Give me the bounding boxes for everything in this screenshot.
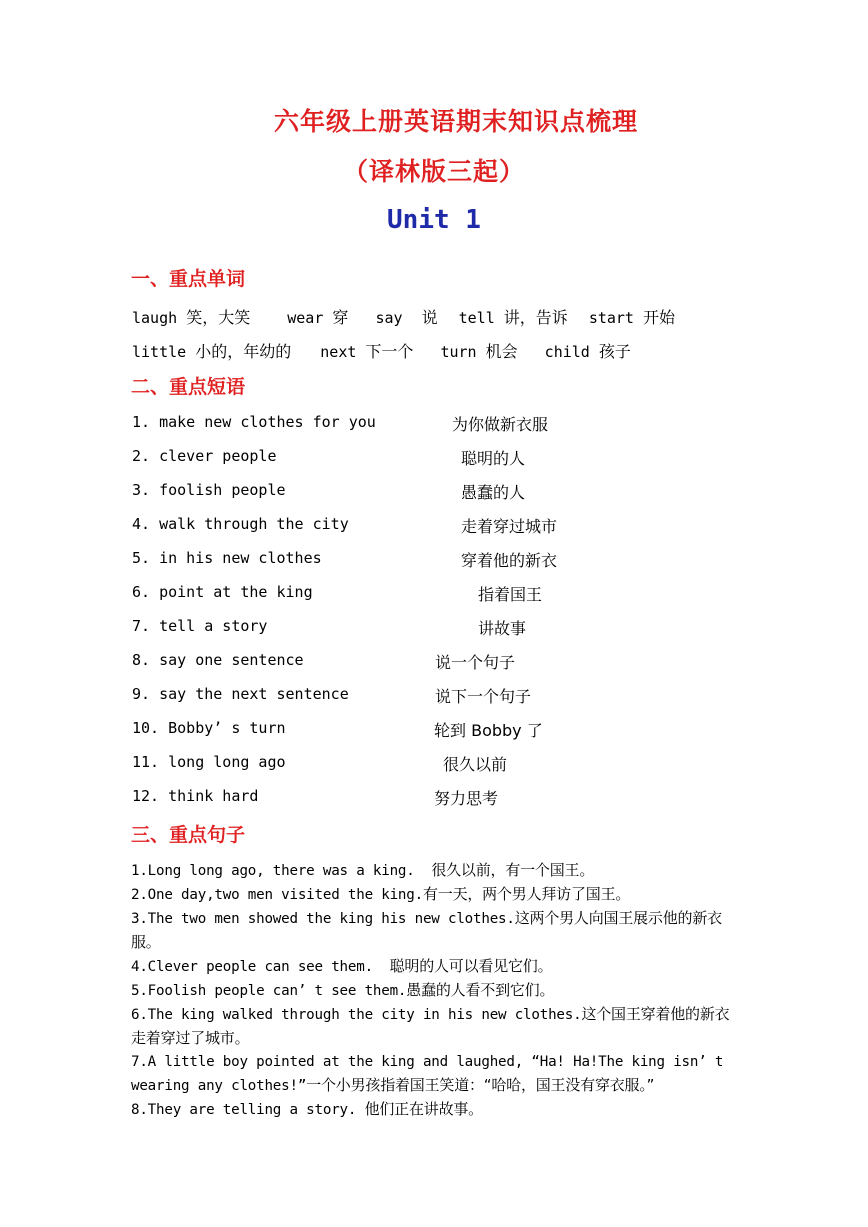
sentence-item bbox=[131, 979, 739, 1003]
phrase-en: 6. point at the king bbox=[132, 583, 313, 601]
phrase-en: 4. walk through the city bbox=[132, 515, 349, 533]
sentences-heading: 三、重点句子 bbox=[131, 824, 246, 846]
phrase-en: 2. clever people bbox=[132, 447, 277, 465]
sentence-zh: 这两个男人向国王展示他的新衣服。 bbox=[131, 909, 722, 951]
sentence-en: 3.The two men showed the king his new clothes. bbox=[131, 911, 515, 927]
word-en: child bbox=[544, 343, 590, 361]
document-title: 六年级上册英语期末知识点梳理 bbox=[273, 107, 638, 136]
phrase-zh: 讲故事 bbox=[478, 619, 527, 638]
phrase-en: 7. tell a story bbox=[132, 617, 268, 635]
sentence-en: 2.One day,two men visited the king. bbox=[131, 887, 423, 903]
sentence-item bbox=[131, 1051, 739, 1098]
phrase-zh: 聪明的人 bbox=[461, 449, 526, 468]
phrase-en: 1. make new clothes for you bbox=[132, 413, 376, 431]
phrases-heading: 二、重点短语 bbox=[131, 376, 246, 398]
sentence-en: 1.Long long ago, there was a king. bbox=[131, 863, 415, 879]
word-en: little bbox=[132, 343, 187, 361]
word-en: next bbox=[320, 343, 357, 361]
word-zh: 穿 bbox=[332, 308, 349, 327]
phrase-item bbox=[132, 787, 732, 809]
sentence-item bbox=[131, 955, 739, 979]
word-zh: 孩子 bbox=[598, 342, 631, 361]
phrase-en: 12. think hard bbox=[132, 787, 259, 805]
sentence-en: 8.They are telling a story. bbox=[131, 1102, 357, 1118]
word-zh: 下一个 bbox=[365, 342, 414, 361]
sentence-list bbox=[131, 859, 739, 1122]
phrase-zh: 愚蠢的人 bbox=[461, 483, 526, 502]
sentence-zh: 有一天，两个男人拜访了国王。 bbox=[422, 885, 631, 903]
word-zh: 说 bbox=[421, 308, 438, 327]
sentence-zh: 聪明的人可以看见它们。 bbox=[389, 957, 553, 975]
word-zh: 笑，大笑 bbox=[186, 308, 251, 327]
phrase-en: 5. in his new clothes bbox=[132, 549, 322, 567]
phrase-item bbox=[132, 447, 732, 469]
unit-heading: Unit 1 bbox=[387, 205, 481, 235]
sentence-en: 6.The king walked through the city in his new clothes. bbox=[131, 1007, 582, 1023]
sentence-en: 4.Clever people can see them. bbox=[131, 959, 373, 975]
phrase-en: 9. say the next sentence bbox=[132, 685, 349, 703]
phrase-item bbox=[132, 753, 732, 775]
phrase-en: 10. Bobby’ s turn bbox=[132, 719, 286, 737]
phrase-item bbox=[132, 685, 732, 707]
sentence-zh: 他们正在讲故事。 bbox=[364, 1100, 483, 1118]
phrase-en: 8. say one sentence bbox=[132, 651, 304, 669]
word-zh: 小的，年幼的 bbox=[195, 342, 292, 361]
phrase-en: 11. long long ago bbox=[132, 753, 286, 771]
word-row-2 bbox=[132, 339, 631, 362]
phrase-item bbox=[132, 583, 732, 605]
words-heading: 一、重点单词 bbox=[131, 268, 246, 290]
sentence-item bbox=[131, 907, 739, 955]
word-en: wear bbox=[287, 309, 324, 327]
phrase-zh: 说下一个句子 bbox=[435, 687, 532, 706]
sentence-en: 7.A little boy pointed at the king and laughed, “Ha! Ha!The king isn’ t wearing any clothes!” bbox=[131, 1054, 724, 1094]
phrase-item bbox=[132, 651, 732, 673]
phrase-en: 3. foolish people bbox=[132, 481, 286, 499]
sentence-zh: 愚蠢的人看不到它们。 bbox=[406, 981, 555, 999]
sentence-zh: 一个小男孩指着国王笑道：“哈哈，国王没有穿衣服。” bbox=[306, 1076, 655, 1094]
phrase-zh: 轮到 Bobby 了 bbox=[434, 721, 543, 740]
word-row-1 bbox=[132, 305, 675, 328]
phrase-zh: 指着国王 bbox=[478, 585, 543, 604]
phrase-zh: 很久以前 bbox=[443, 755, 508, 774]
phrase-item bbox=[132, 719, 732, 741]
word-en: say bbox=[375, 309, 403, 327]
word-zh: 开始 bbox=[643, 308, 676, 327]
document-subtitle: （译林版三起） bbox=[342, 157, 525, 186]
sentence-item bbox=[131, 883, 739, 907]
phrase-item bbox=[132, 413, 732, 435]
word-en: turn bbox=[440, 343, 477, 361]
word-en: tell bbox=[458, 309, 495, 327]
phrase-zh: 走着穿过城市 bbox=[461, 517, 558, 536]
sentence-item bbox=[131, 859, 739, 883]
word-en: start bbox=[588, 309, 634, 327]
phrase-item bbox=[132, 515, 732, 537]
sentence-item bbox=[131, 1098, 739, 1122]
phrase-zh: 说一个句子 bbox=[435, 653, 516, 672]
sentence-en: 5.Foolish people can’ t see them. bbox=[131, 983, 407, 999]
phrase-item bbox=[132, 549, 732, 571]
phrase-zh: 穿着他的新衣 bbox=[461, 551, 558, 570]
phrase-item bbox=[132, 617, 732, 639]
phrase-zh: 努力思考 bbox=[434, 789, 499, 808]
sentence-zh: 很久以前，有一个国王。 bbox=[431, 861, 595, 879]
word-en: laugh bbox=[132, 309, 178, 327]
phrase-zh: 为你做新衣服 bbox=[452, 415, 549, 434]
sentence-item bbox=[131, 1003, 739, 1051]
phrase-item bbox=[132, 481, 732, 503]
word-zh: 机会 bbox=[485, 342, 518, 361]
sentence-zh: 这个国王穿着他的新衣走着穿过了城市。 bbox=[131, 1005, 730, 1047]
word-zh: 讲，告诉 bbox=[503, 308, 568, 327]
